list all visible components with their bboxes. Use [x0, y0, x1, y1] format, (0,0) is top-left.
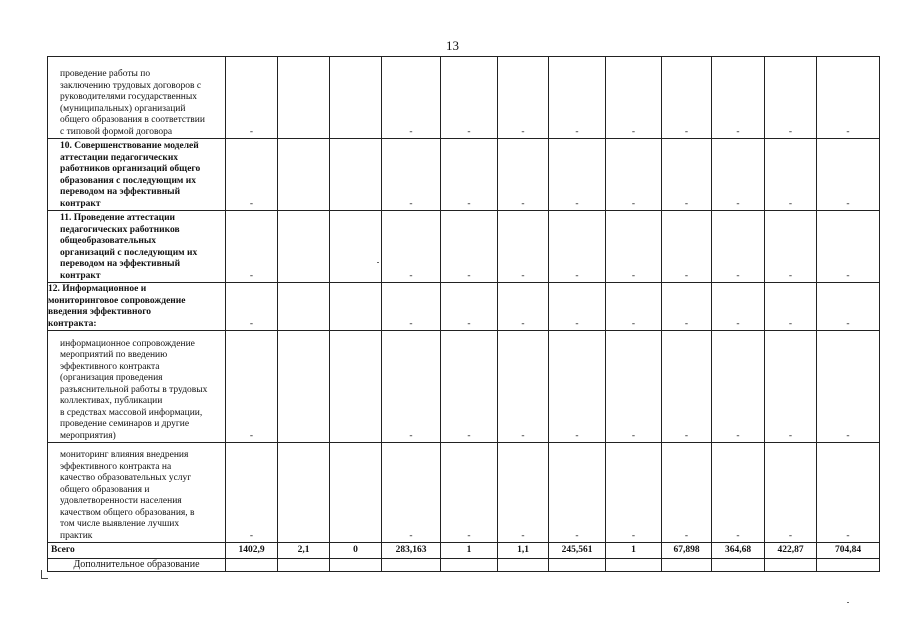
row-label-line: контракт — [60, 270, 101, 281]
empty-cell — [765, 559, 817, 572]
value-cell: - — [498, 211, 549, 283]
value-cell: - — [498, 139, 549, 211]
empty-cell — [712, 559, 765, 572]
value-cell: - — [765, 283, 817, 331]
value-cell: - — [662, 443, 712, 543]
row-label — [48, 139, 226, 211]
value-cell: - — [712, 211, 765, 283]
row-label-line: руководителями государственных — [60, 92, 198, 102]
row-label-line: эффективного контракта на — [60, 461, 172, 472]
value-cell: - — [226, 443, 278, 543]
value-cell: - — [226, 211, 278, 283]
empty-cell — [606, 559, 662, 572]
row-label-line: общего образования и — [60, 484, 150, 495]
row-label-line: заключению трудовых договоров с — [60, 80, 202, 91]
empty-cell — [498, 559, 549, 572]
empty-cell — [441, 559, 498, 572]
scan-speck — [847, 602, 849, 603]
empty-cell — [549, 559, 606, 572]
scan-corner-mark — [41, 570, 48, 579]
value-cell — [330, 211, 382, 283]
empty-cell — [278, 559, 330, 572]
value-cell: - — [712, 283, 765, 331]
value-cell — [330, 283, 382, 331]
row-label — [48, 211, 226, 283]
value-cell: - — [441, 139, 498, 211]
value-cell: - — [817, 139, 880, 211]
row-label-line: общеобразовательных — [60, 236, 157, 246]
section-label: Дополнительное образование — [48, 559, 226, 572]
value-cell: - — [441, 211, 498, 283]
value-cell: - — [382, 283, 441, 331]
total-value-cell: 283,163 — [382, 543, 441, 559]
value-cell: - — [662, 331, 712, 443]
total-value-cell: 67,898 — [662, 543, 712, 559]
value-cell: - — [226, 283, 278, 331]
total-value-cell: 1 — [606, 543, 662, 559]
value-cell: - — [712, 57, 765, 139]
table-row — [48, 283, 880, 331]
value-cell: - — [226, 139, 278, 211]
empty-cell — [382, 559, 441, 572]
value-cell: - — [549, 211, 606, 283]
value-cell: - — [817, 443, 880, 543]
value-cell: - — [498, 331, 549, 443]
row-label-line: мероприятия) — [60, 430, 116, 441]
total-value-cell: 2,1 — [278, 543, 330, 559]
row-label-line: общего образования в соответствии — [60, 115, 205, 125]
empty-cell — [226, 559, 278, 572]
value-cell — [278, 283, 330, 331]
total-value-cell: 1402,9 — [226, 543, 278, 559]
value-cell: - — [382, 57, 441, 139]
value-cell — [330, 443, 382, 543]
value-cell: - — [662, 139, 712, 211]
value-cell: - — [226, 331, 278, 443]
total-row — [48, 543, 880, 559]
value-cell: - — [606, 57, 662, 139]
total-value-cell: 0 — [330, 543, 382, 559]
value-cell: - — [606, 211, 662, 283]
empty-cell — [662, 559, 712, 572]
value-cell: - — [712, 331, 765, 443]
row-label-line: организаций с последующим их — [60, 247, 198, 258]
value-cell: - — [765, 139, 817, 211]
table-row — [48, 139, 880, 211]
value-cell: - — [817, 331, 880, 443]
value-cell: - — [549, 331, 606, 443]
row-label-line: разъяснительной работы в трудовых — [60, 384, 208, 395]
row-label-line: мероприятий по введению — [60, 350, 168, 360]
value-cell: - — [382, 211, 441, 283]
table-row — [48, 331, 880, 443]
section-row — [48, 559, 880, 572]
value-cell — [278, 57, 330, 139]
total-value-cell: 364,68 — [712, 543, 765, 559]
value-cell — [278, 443, 330, 543]
value-cell: - — [441, 443, 498, 543]
row-label-line: переводом на эффективный — [60, 187, 181, 197]
row-label — [48, 57, 226, 139]
row-label-line: проведение работы по — [60, 69, 151, 79]
value-cell: - — [498, 283, 549, 331]
total-value-cell: 1 — [441, 543, 498, 559]
empty-cell — [330, 559, 382, 572]
value-cell: - — [549, 443, 606, 543]
value-cell — [278, 331, 330, 443]
row-label-line: контракт — [60, 198, 101, 209]
row-label-line: контракта: — [48, 318, 97, 329]
row-label-line: 10. Совершенствование моделей — [60, 141, 199, 151]
row-label-line: удовлетворенности населения — [60, 496, 182, 506]
row-label-line: 11. Проведение аттестации — [60, 213, 176, 223]
page-number: 13 — [446, 38, 459, 53]
table-row — [48, 443, 880, 543]
row-label-line: проведение семинаров и другие — [60, 419, 190, 429]
budget-table — [47, 56, 880, 572]
value-cell: - — [549, 139, 606, 211]
row-label-line: аттестации педагогических — [60, 152, 179, 163]
value-cell: - — [765, 211, 817, 283]
value-cell: - — [817, 211, 880, 283]
value-cell: - — [765, 443, 817, 543]
value-cell: - — [498, 57, 549, 139]
row-label-line: эффективного контракта — [60, 361, 160, 372]
value-cell — [330, 57, 382, 139]
total-value-cell: 245,561 — [549, 543, 606, 559]
value-cell: - — [606, 139, 662, 211]
row-label-line: работников организаций общего — [60, 164, 201, 174]
value-cell: - — [549, 283, 606, 331]
value-cell: - — [498, 443, 549, 543]
value-cell: - — [765, 331, 817, 443]
value-cell: - — [226, 57, 278, 139]
value-cell: - — [441, 283, 498, 331]
value-cell: - — [382, 331, 441, 443]
value-cell: - — [662, 211, 712, 283]
row-label-line: практик — [60, 530, 93, 541]
row-label-line: 12. Информационное и — [48, 284, 147, 294]
row-label — [48, 331, 226, 443]
total-value-cell: 422,87 — [765, 543, 817, 559]
row-label-line: мониторинг влияния внедрения — [60, 450, 189, 460]
value-cell: - — [662, 57, 712, 139]
value-cell: - — [441, 57, 498, 139]
row-label-line: информационное сопровождение — [60, 338, 195, 349]
row-label-line: с типовой формой договора — [60, 126, 173, 137]
row-label — [48, 443, 226, 543]
value-cell: - — [817, 283, 880, 331]
value-cell: - — [817, 57, 880, 139]
row-label-line: в средствах массовой информации, — [60, 407, 203, 418]
value-cell: - — [712, 139, 765, 211]
row-label-line: введения эффективного — [48, 307, 152, 317]
value-cell — [330, 139, 382, 211]
total-value-cell: 1,1 — [498, 543, 549, 559]
row-label-line: переводом на эффективный — [60, 259, 181, 269]
total-value-cell: 704,84 — [817, 543, 880, 559]
row-label-line: качество образовательных услуг — [60, 473, 192, 483]
value-cell: - — [441, 331, 498, 443]
value-cell — [330, 331, 382, 443]
row-label-line: том числе выявление лучших — [60, 519, 180, 529]
value-cell: - — [765, 57, 817, 139]
row-label — [48, 283, 226, 331]
value-cell: - — [382, 139, 441, 211]
row-label-line: качеством общего образования, в — [60, 507, 195, 518]
value-cell — [278, 139, 330, 211]
total-label: Всего — [48, 543, 226, 559]
value-cell: - — [382, 443, 441, 543]
value-cell: - — [712, 443, 765, 543]
value-cell: - — [606, 443, 662, 543]
row-label-line: педагогических работников — [60, 224, 180, 235]
empty-cell — [817, 559, 880, 572]
table-row — [48, 211, 880, 283]
table-row — [48, 57, 880, 139]
row-label-line: коллективах, публикации — [60, 396, 163, 406]
value-cell: - — [606, 331, 662, 443]
row-label-line: мониторинговое сопровождение — [48, 295, 186, 306]
value-cell: - — [606, 283, 662, 331]
value-cell: - — [662, 283, 712, 331]
row-label-line: образования с последующим их — [60, 175, 196, 186]
row-label-line: (организация проведения — [60, 373, 163, 383]
value-cell — [278, 211, 330, 283]
row-label-line: (муниципальных) организаций — [60, 103, 186, 114]
scan-speck — [377, 262, 379, 263]
value-cell: - — [549, 57, 606, 139]
